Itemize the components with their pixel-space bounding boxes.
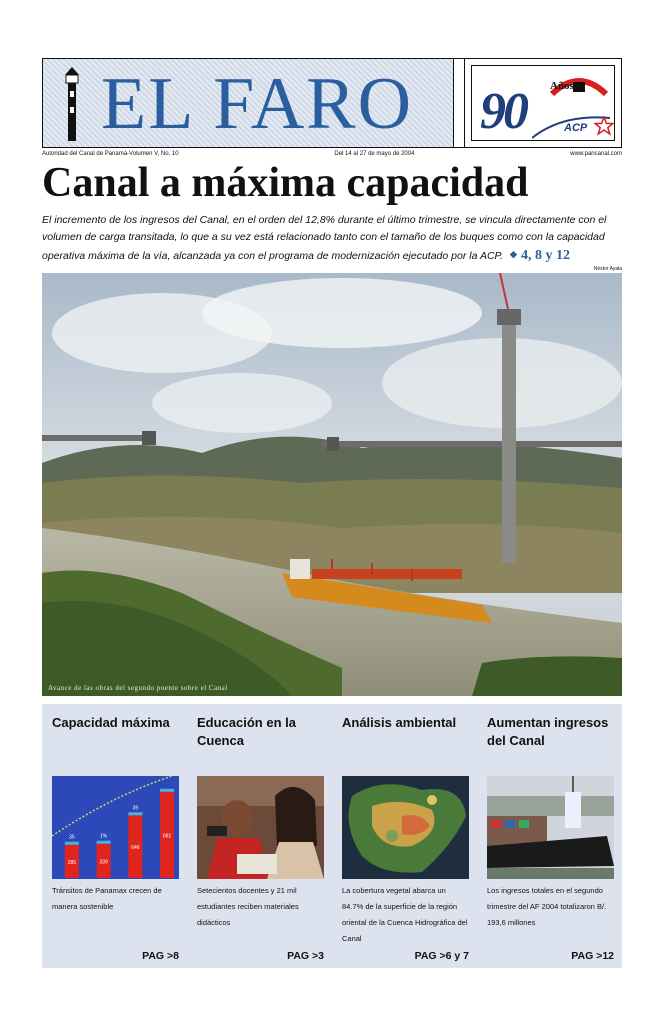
dateline-url[interactable]: www.pancanal.com (570, 151, 622, 157)
teaser-educacion[interactable] (197, 714, 324, 968)
chart-bar-cap (65, 842, 79, 845)
teaser-text: La cobertura vegetal abarca un 84.7% de la superficie de la región oriental de la Cuenca Hidrográfica del Canal (342, 886, 468, 943)
anniversary-number: 90 (480, 83, 526, 140)
teaser-title: Capacidad máxima (52, 715, 170, 730)
teaser-text: Tránsitos de Panamax crecen de manera sostenible (52, 886, 162, 911)
diamond-icon: ◆ (510, 249, 517, 259)
front-page (42, 58, 622, 968)
teaser-page-link[interactable]: PAG >3 (287, 950, 324, 962)
masthead (42, 58, 622, 148)
lede-pages-ref[interactable]: ◆ 4, 8 y 12 (510, 248, 570, 263)
chart-bar-cap (128, 812, 142, 815)
teaser-title: Aumentan ingresos del Canal (487, 715, 609, 748)
lede-text: El incremento de los ingresos del Canal, en el orden del 12,8% durante el último trimestre, se vincula directamente con el volumen de carga transitada, lo que a su vez está relacionado tanto con el tamaño de los buques como con la capacidad operativa máxima de la vía, alcanzada ya con el programa de modernización ejecutado por la ACP. (42, 214, 607, 262)
teaser-page-link[interactable]: PAG >8 (142, 950, 179, 962)
dateline (42, 150, 622, 158)
photo-credit: Néstor Ayala (593, 266, 622, 272)
chart-value-label: 681 (162, 833, 172, 840)
teaser-ingresos[interactable] (487, 714, 614, 968)
masthead-banner (43, 59, 453, 147)
chart-top-label: 1% (100, 833, 108, 840)
chart-value-label: 646 (131, 845, 140, 852)
teaser-page-link[interactable]: PAG >12 (571, 950, 614, 962)
teaser-chart (52, 776, 179, 879)
teaser-text: Setecientos docentes y 21 mil estudiantes reciben materiales didácticos (197, 886, 299, 927)
chart-bar-cap (160, 789, 174, 792)
chart-top-label: 39 (132, 805, 139, 812)
lighthouse-icon (59, 67, 85, 141)
chart-value-label: 285 (67, 859, 77, 866)
panamax-bar-chart (52, 776, 179, 879)
teaser-page-link[interactable]: PAG >6 y 7 (414, 950, 469, 962)
chart-top-label: 35 (69, 834, 75, 841)
hero-photo (42, 273, 622, 696)
anniversary-label: Años (550, 80, 574, 92)
canal-bridge-photo (42, 273, 622, 696)
teaser-photo-ship (487, 776, 614, 879)
teaser-satellite-map (342, 776, 469, 879)
lede-paragraph (42, 212, 622, 265)
teaser-section (42, 704, 622, 968)
main-headline: Canal a máxima capacidad (42, 160, 529, 206)
teaser-text: Los ingresos totales en el segundo trimestre del AF 2004 totalizaron B/. 193,6 millones (487, 886, 607, 927)
chart-value-label: 339 (99, 859, 108, 866)
teaser-title: Educación en la Cuenca (197, 715, 296, 748)
masthead-title: EL FARO (101, 63, 414, 145)
teaser-title: Análisis ambiental (342, 715, 457, 730)
star-icon (594, 116, 614, 136)
acp-logo: ACP (564, 122, 588, 134)
teaser-photo-students (197, 776, 324, 879)
dateline-volume: Autoridad del Canal de Panamá-Volumen V, No. 10 (42, 151, 179, 157)
teaser-capacidad[interactable] (52, 714, 179, 968)
teaser-ambiental[interactable] (342, 714, 469, 968)
anniversary-logo (465, 59, 621, 147)
photo-caption: Avance de las obras del segundo puente sobre el Canal (48, 684, 228, 692)
dateline-date: Del 14 al 27 de mayo de 2004 (334, 151, 415, 157)
chart-bar-cap (97, 841, 111, 844)
